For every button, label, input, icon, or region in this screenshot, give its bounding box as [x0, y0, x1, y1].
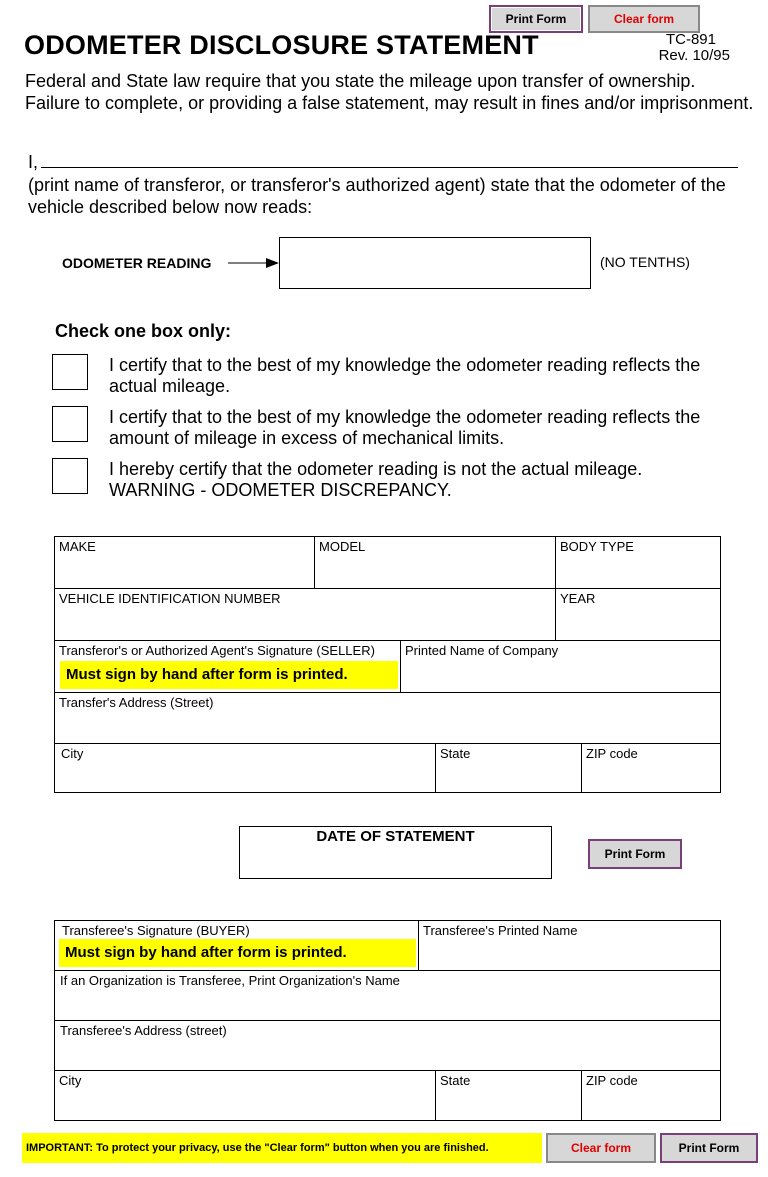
buyer-state-field[interactable]: [435, 1070, 582, 1121]
seller-state-field[interactable]: [435, 743, 582, 793]
date-of-statement-label: DATE OF STATEMENT: [316, 828, 475, 845]
buyer-zip-field[interactable]: [581, 1070, 721, 1121]
buyer-city-label: City: [59, 1073, 82, 1088]
clear-form-button-bottom[interactable]: Clear form: [546, 1133, 656, 1163]
buyer-state-label: State: [440, 1073, 471, 1088]
organization-name-field[interactable]: [54, 970, 721, 1021]
odometer-reading-label: ODOMETER READING: [62, 255, 212, 271]
seller-state-label: State: [440, 746, 471, 761]
print-form-button[interactable]: Print Form: [489, 5, 583, 33]
seller-address-label: Transfer's Address (Street): [59, 695, 214, 710]
seller-sign-notice: Must sign by hand after form is printed.: [60, 661, 398, 689]
seller-signature-field: [54, 640, 401, 693]
i-prefix: I,: [28, 152, 39, 172]
check-one-heading: Check one box only:: [55, 321, 232, 341]
buyer-signature-label: Transferee's Signature (BUYER): [62, 923, 250, 938]
company-name-field[interactable]: [400, 640, 721, 693]
transferor-statement: (print name of transferor, or transferor's authorized agent) state that the odometer of the vehicle described below now reads:: [28, 175, 726, 217]
seller-zip-field[interactable]: [581, 743, 721, 793]
company-name-label: Printed Name of Company: [405, 643, 559, 658]
legal-notice: Federal and State law require that you state the mileage upon transfer of ownership. Failure to complete, or providing a false statement, may result in fines and/or imprisonment.: [25, 71, 754, 113]
buyer-address-label: Transferee's Address (street): [60, 1023, 227, 1038]
year-label: YEAR: [560, 591, 596, 606]
buyer-signature-field: [54, 920, 419, 971]
organization-name-label: If an Organization is Transferee, Print Organization's Name: [60, 973, 400, 988]
privacy-notice: IMPORTANT: To protect your privacy, use the "Clear form" button when you are finished.: [22, 1133, 542, 1163]
seller-signature-label: Transferor's or Authorized Agent's Signature (SELLER): [59, 643, 375, 658]
excess-mileage-text: I certify that to the best of my knowledge the odometer reading reflects the amount of mileage in excess of mechanical limits.: [109, 407, 701, 448]
actual-mileage-checkbox[interactable]: [52, 354, 88, 390]
arrow-right-icon: [228, 255, 280, 271]
year-field[interactable]: [555, 588, 721, 641]
form-number: TC-891: [665, 31, 716, 48]
buyer-printed-name-field[interactable]: [418, 920, 721, 971]
model-field[interactable]: [314, 536, 556, 589]
model-label: MODEL: [319, 539, 366, 554]
odometer-reading-input[interactable]: [279, 237, 591, 289]
print-form-button-middle[interactable]: Print Form: [588, 839, 682, 869]
transferor-name-field[interactable]: [41, 167, 738, 168]
print-form-button-bottom[interactable]: Print Form: [660, 1133, 758, 1163]
buyer-address-field[interactable]: [54, 1020, 721, 1071]
actual-mileage-text: I certify that to the best of my knowledge the odometer reading reflects the actual mileage.: [109, 355, 701, 396]
no-tenths-note: (NO TENTHS): [600, 254, 690, 270]
page-title: ODOMETER DISCLOSURE STATEMENT: [24, 30, 539, 60]
seller-zip-label: ZIP code: [586, 746, 638, 761]
excess-mileage-checkbox[interactable]: [52, 406, 88, 442]
seller-city-label: City: [61, 746, 84, 761]
clear-form-button[interactable]: Clear form: [588, 5, 700, 33]
discrepancy-text: I hereby certify that the odometer reading is not the actual mileage. WARNING - ODOMETER DISCREPANCY.: [109, 459, 643, 500]
form-number-block: [628, 32, 746, 64]
vin-label: VEHICLE IDENTIFICATION NUMBER: [59, 591, 281, 606]
buyer-zip-label: ZIP code: [586, 1073, 638, 1088]
buyer-printed-name-label: Transferee's Printed Name: [423, 923, 578, 938]
make-label: MAKE: [59, 539, 96, 554]
seller-city-field[interactable]: [54, 743, 436, 793]
buyer-sign-notice: Must sign by hand after form is printed.: [59, 939, 416, 967]
form-revision: Rev. 10/95: [658, 47, 730, 64]
discrepancy-checkbox[interactable]: [52, 458, 88, 494]
seller-address-field[interactable]: [54, 692, 721, 744]
body-type-label: BODY TYPE: [560, 539, 634, 554]
buyer-city-field[interactable]: [54, 1070, 436, 1121]
body-type-field[interactable]: [555, 536, 721, 589]
make-field[interactable]: [54, 536, 315, 589]
vin-field[interactable]: [54, 588, 556, 641]
